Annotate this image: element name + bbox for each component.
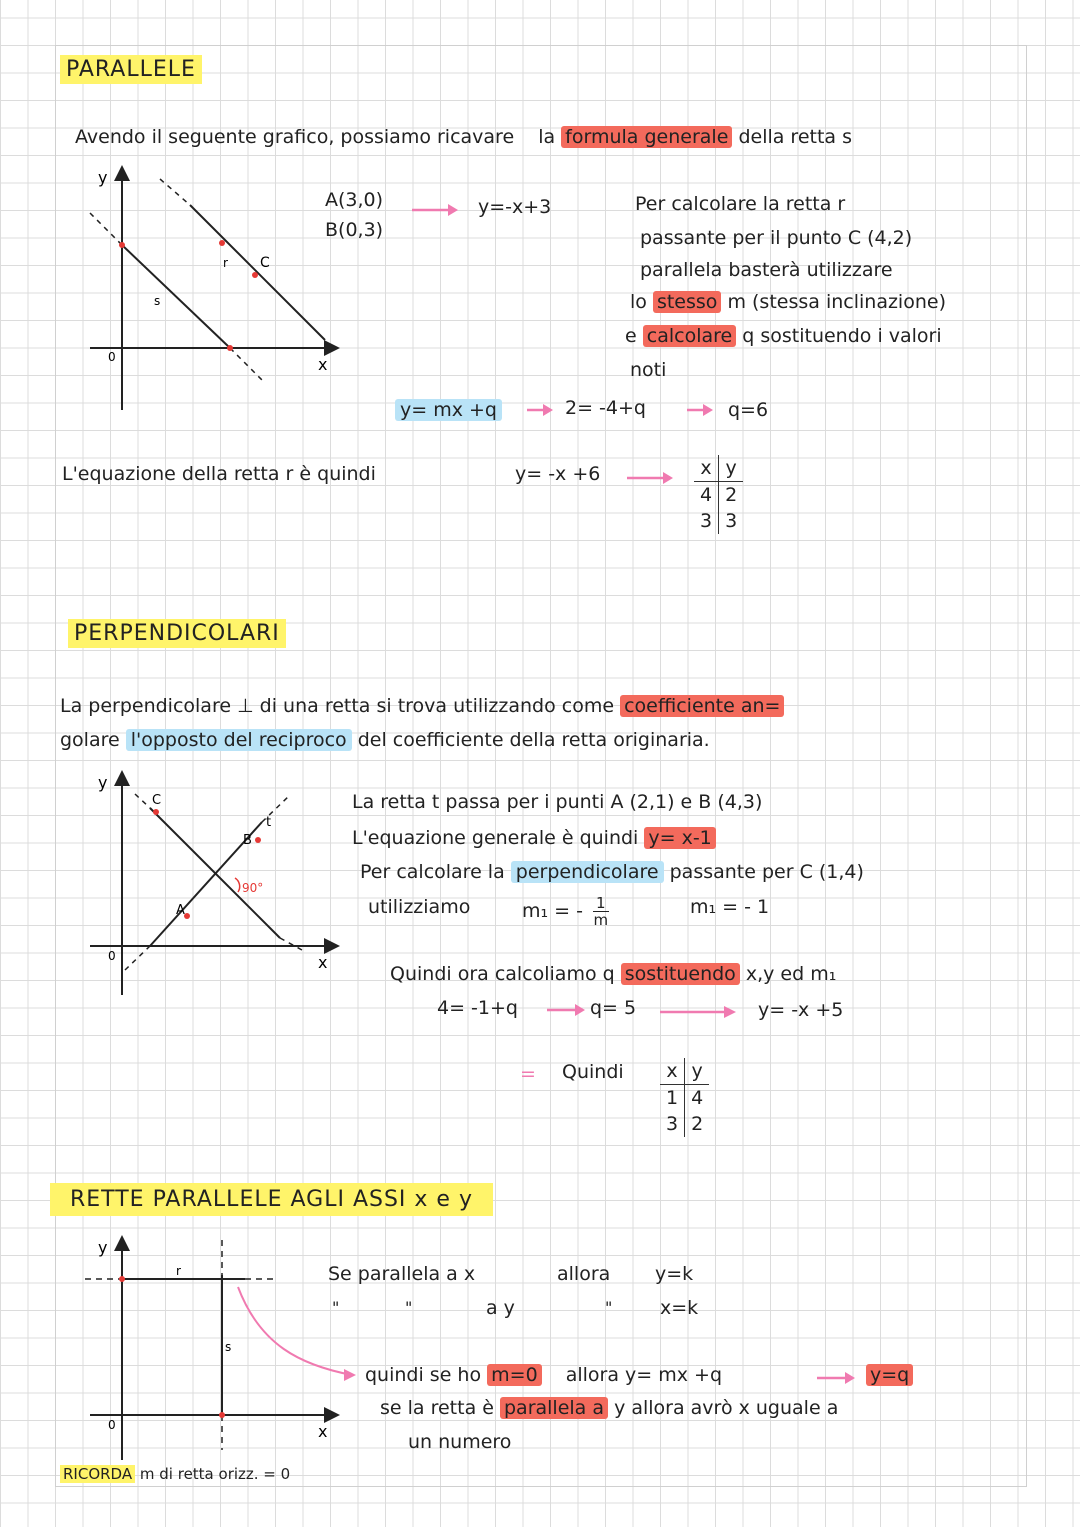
intro-text-end: del coefficiente della retta originaria. [357, 729, 710, 751]
parallel-y-line [380, 1396, 838, 1420]
text-per-calcolare: Per calcolare la [360, 861, 505, 883]
highlight-sostituendo: sostituendo [621, 963, 740, 985]
graph-assi [80, 1235, 350, 1465]
formula-substituted: 2= -4+q [565, 397, 646, 419]
label-x: x [318, 1422, 328, 1441]
graph-parallele [80, 165, 350, 415]
line-perp-ext2 [135, 794, 150, 808]
p-text-end: y allora avrò x uguale a [614, 1397, 839, 1419]
label-s: s [225, 1340, 232, 1354]
title-highlight: PERPENDICOLARI [68, 619, 286, 648]
quindi-allora: allora y= mx +q [565, 1364, 723, 1386]
label-origin: 0 [108, 350, 116, 364]
section-title-parallele [60, 58, 202, 82]
line-s-ext2 [230, 348, 265, 383]
remember-note [60, 1462, 290, 1486]
calc-q: q= 5 [590, 997, 637, 1019]
line-perp-ext [280, 938, 302, 950]
table-cell: 3 [725, 510, 738, 532]
highlight-yq: y=q [866, 1364, 913, 1386]
parallele-intro [75, 125, 852, 149]
formula-general [395, 398, 502, 422]
perp-text-1: La retta t passa per i punti A (2,1) e B (4,3) [352, 791, 763, 813]
parallel-text-2: passante per il punto C (4,2) [640, 227, 913, 249]
label-origin: 0 [108, 1418, 116, 1432]
table-cell: 3 [694, 508, 719, 534]
highlight-opposto: l'opposto del reciproco [126, 729, 352, 751]
formula-q: q=6 [728, 399, 769, 421]
line-s-ext [90, 213, 122, 245]
perp-intro-line2 [60, 728, 710, 752]
ditto-mark: " [332, 1298, 340, 1317]
label-origin: 0 [108, 949, 116, 963]
title-highlight: RETTE PARALLELE AGLI ASSI x e y [50, 1183, 493, 1216]
line-s [122, 245, 230, 348]
label-y: y [98, 1238, 108, 1257]
ditto-mark: " [605, 1298, 613, 1317]
point-c [153, 809, 159, 815]
point-x-intercept [219, 1412, 225, 1418]
table-header-x: x [694, 455, 719, 482]
section-title-rette-assi [50, 1188, 493, 1212]
table-header-y: y [719, 455, 744, 482]
label-t: t [266, 815, 272, 830]
section-title-perpendicolari [68, 622, 286, 646]
rule-y-eq-k: y=k [655, 1263, 694, 1285]
arrow-icon [658, 1002, 738, 1022]
perp-text-3 [360, 860, 864, 884]
highlight-ricorda: RICORDA [60, 1465, 135, 1483]
highlight-m0: m=0 [487, 1364, 542, 1386]
highlight-perpendicolare: perpendicolare [511, 861, 664, 883]
table-cell: 3 [660, 1111, 685, 1137]
text-m: m (stessa inclinazione) [727, 291, 946, 313]
calc-result: y= -x +5 [758, 999, 844, 1021]
intro-text-end: della retta s [738, 126, 852, 148]
parallel-text-6: noti [630, 359, 667, 381]
calc-label: Quindi ora calcoliamo q [390, 963, 615, 985]
right-angle-mark [235, 878, 240, 892]
point-y-intercept [119, 1276, 125, 1282]
point-b-coords: B(0,3) [325, 219, 384, 241]
parallel-text-1: Per calcolare la retta r [635, 193, 846, 215]
arrow-icon [525, 400, 555, 420]
label-r: r [223, 256, 228, 270]
arrow-icon [815, 1368, 857, 1388]
equation-s: y=-x+3 [478, 196, 552, 218]
highlight-coefficiente: coefficiente an= [620, 695, 784, 717]
fraction-numerator: 1 [593, 895, 609, 912]
perp-intro-line1 [60, 694, 784, 718]
rule-x: Se parallela a x [328, 1263, 476, 1285]
label-y: y [98, 168, 108, 187]
highlight-parallela: parallela a [500, 1397, 608, 1419]
text-e: e [625, 325, 637, 347]
quindi-line [365, 1363, 722, 1387]
final-equation-label: L'equazione della retta r è quindi [62, 463, 376, 485]
point-b [119, 242, 125, 248]
parallel-y-line2: un numero [408, 1431, 512, 1453]
fraction-denominator: m [593, 911, 609, 929]
highlight-stesso: stesso [653, 291, 721, 313]
point-b [255, 837, 261, 843]
label-c: C [260, 255, 270, 271]
highlight-calcolare: calcolare [643, 325, 736, 347]
table-header-y: y [685, 1058, 710, 1085]
parallel-text-3: parallela basterà utilizzare [640, 259, 893, 281]
label-c: C [152, 793, 162, 808]
fraction [593, 895, 609, 928]
intro-text: Avendo il seguente grafico, possiamo ricavare [75, 126, 515, 148]
label-y: y [98, 773, 108, 792]
arrow-icon [545, 1000, 587, 1020]
label-s: s [154, 294, 161, 308]
text-lo: lo [630, 291, 647, 313]
perp-text-2 [352, 826, 716, 850]
label-r: r [176, 1264, 181, 1278]
slope-value: m₁ = - 1 [690, 896, 770, 918]
calc-vars: x,y ed m₁ [745, 963, 837, 985]
point-r [219, 240, 225, 246]
arrow-icon [410, 200, 460, 220]
table-cell: 4 [694, 482, 719, 509]
calc-equation: 4= -1+q [437, 997, 518, 1019]
rule-a-y: a y [486, 1297, 515, 1319]
pink-equals: = [520, 1063, 536, 1085]
parallel-text-5 [625, 324, 942, 348]
label-90deg: 90° [242, 881, 264, 895]
final-equation: y= -x +6 [515, 463, 601, 485]
perp-text-4: utilizziamo [368, 896, 471, 918]
intro-text: La perpendicolare ⊥ di una retta si trova utilizzando come [60, 695, 615, 717]
arrow-icon [342, 1365, 362, 1385]
rule-x-eq-k: x=k [660, 1297, 699, 1319]
p-text: se la retta è [380, 1397, 494, 1419]
table-header-x: x [660, 1058, 685, 1085]
line-r-ext [160, 179, 190, 205]
value-table-r [694, 455, 743, 534]
calc-text [390, 962, 836, 986]
point-c [252, 272, 258, 278]
rule-allora: allora [557, 1263, 611, 1285]
quindi-label: Quindi [562, 1061, 624, 1083]
label-b: B [243, 833, 252, 848]
arrow-icon [685, 400, 715, 420]
point-a [227, 345, 233, 351]
line-r [190, 205, 325, 340]
ditto-mark: " [405, 1298, 413, 1317]
label-x: x [318, 953, 328, 972]
note-text: m di retta orizz. = 0 [139, 1465, 291, 1483]
line-perp [150, 808, 280, 938]
graph-perpendicolari [80, 770, 350, 1000]
quindi-text: quindi se ho [365, 1364, 482, 1386]
arrow-icon [625, 468, 675, 488]
table-cell: 4 [691, 1087, 704, 1109]
text-passante: passante per C (1,4) [669, 861, 864, 883]
table-cell: 2 [725, 484, 738, 506]
intro-text-la: la [538, 126, 556, 148]
intro-text-golare: golare [60, 729, 120, 751]
highlight-equation: y= x-1 [644, 827, 715, 849]
text-q: q sostituendo i valori [742, 325, 942, 347]
point-a-coords: A(3,0) [325, 189, 384, 211]
value-table-perp [660, 1058, 709, 1137]
table-cell: 1 [660, 1085, 685, 1112]
intro-highlight: formula generale [561, 126, 732, 148]
result-y-eq-q [866, 1363, 913, 1387]
line-t-ext2 [125, 946, 150, 970]
title-highlight: PARALLELE [60, 55, 202, 84]
text-equation-label: L'equazione generale è quindi [352, 827, 639, 849]
table-cell: 2 [691, 1113, 704, 1135]
slope-lhs: m₁ = - [522, 900, 583, 922]
parallel-text-4 [630, 290, 946, 314]
equals-sign [520, 1062, 536, 1086]
highlight-formula: y= mx +q [395, 399, 502, 421]
label-x: x [318, 355, 328, 374]
label-a: A [176, 903, 185, 918]
slope-formula [522, 895, 609, 928]
